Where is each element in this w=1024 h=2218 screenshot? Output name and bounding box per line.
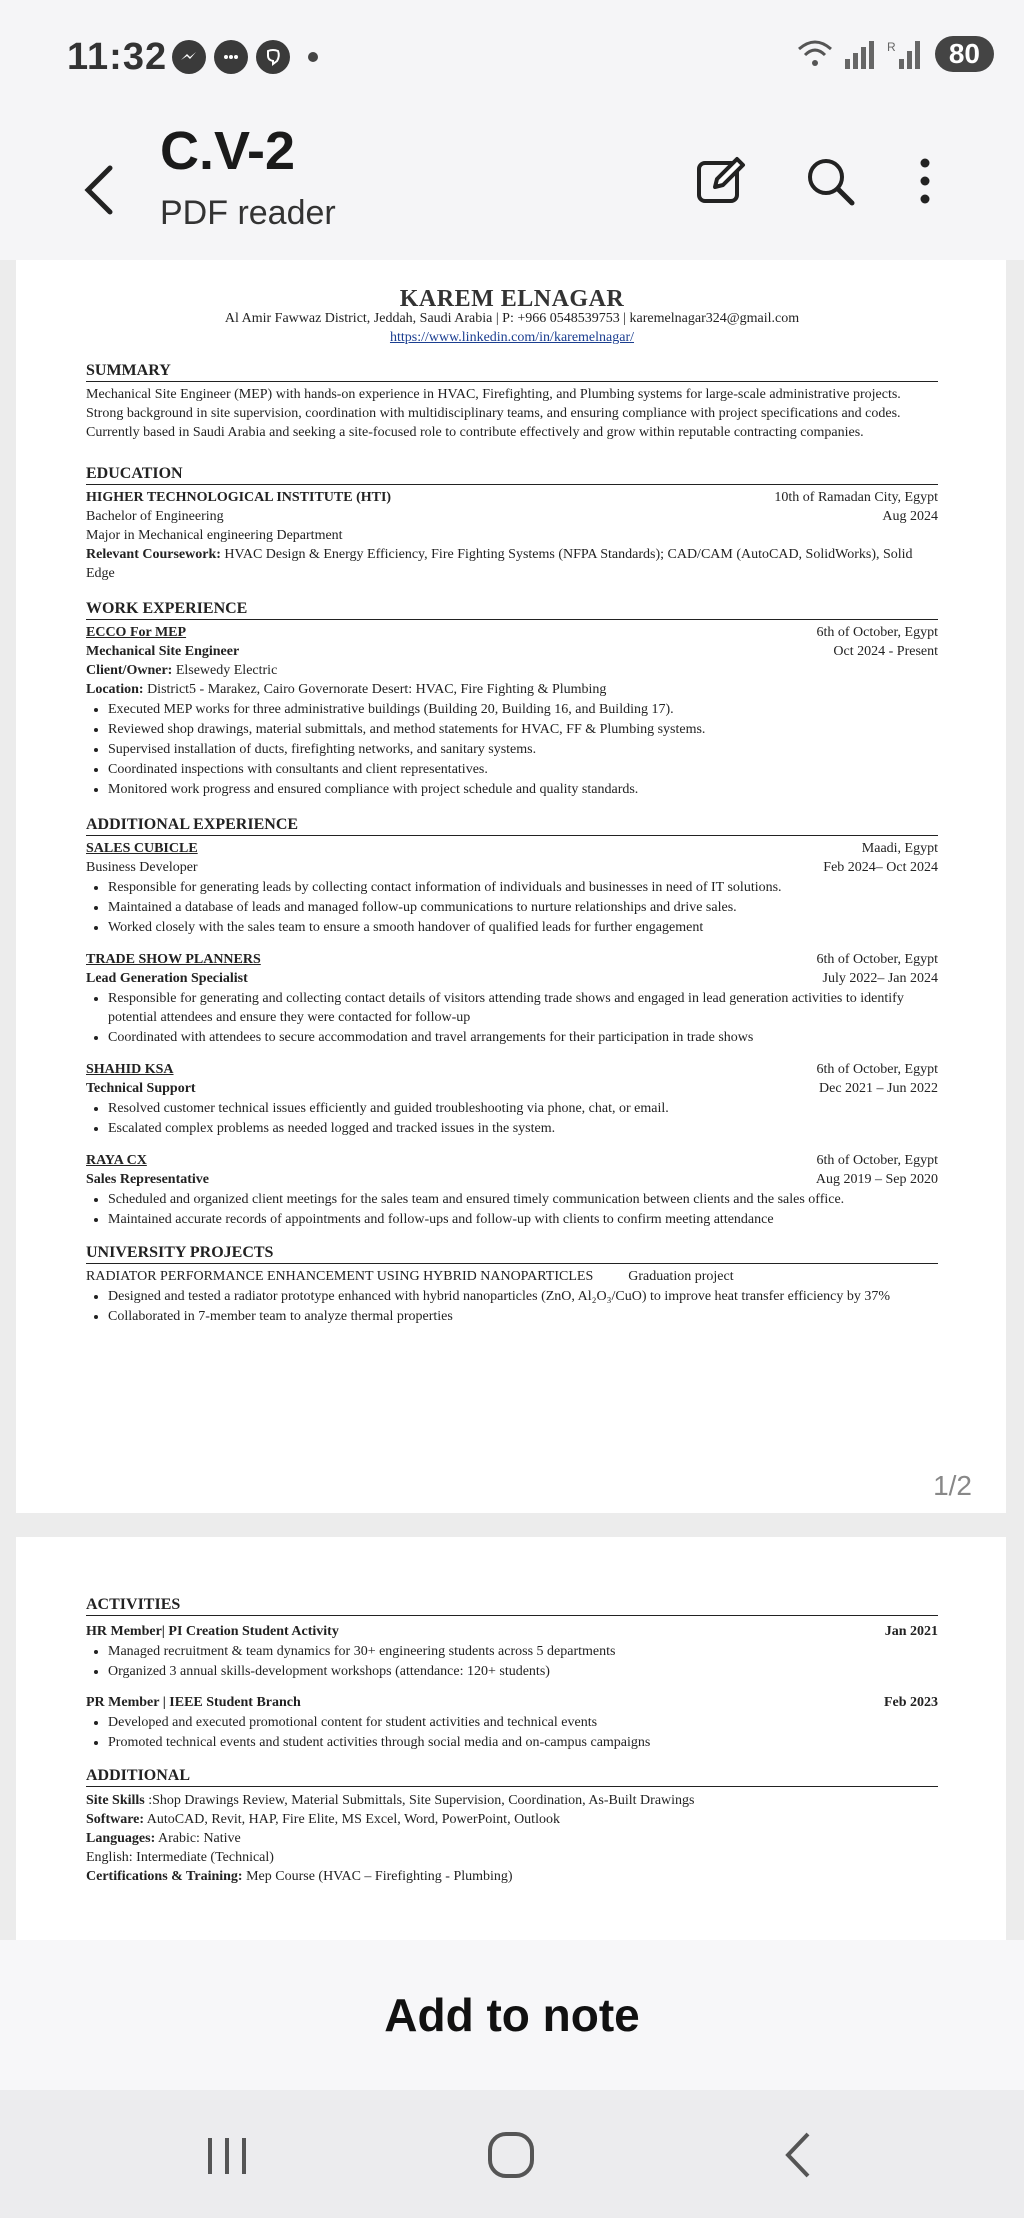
- work-company: ECCO For MEP: [86, 625, 187, 640]
- linkedin-link[interactable]: https://www.linkedin.com/in/karemelnagar/: [389, 330, 635, 345]
- project-title-row: [86, 1267, 938, 1286]
- job-company: TRADE SHOW PLANNERS: [86, 952, 261, 967]
- list-item: • Promoted technical events and student activities through social media and on-campus campaigns: [108, 1733, 938, 1752]
- software-skills: Software: AutoCAD, Revit, HAP, Fire Elite, MS Excel, Word, PowerPoint, Outlook: [86, 1812, 560, 1827]
- work-client: Client/Owner: Elsewedy Electric: [86, 663, 278, 678]
- system-navigation-bar: [0, 2090, 1024, 2218]
- pdf-page-1: [16, 260, 1006, 1513]
- work-location: 6th of October, Egypt: [816, 625, 938, 640]
- list-item: • Scheduled and organized client meetings for the sales team and ensured timely communication between clients and the sales office.: [108, 1190, 938, 1209]
- list-item: • Supervised installation of ducts, firefighting networks, and sanitary systems.: [108, 740, 938, 759]
- signal-roaming-icon: [887, 37, 927, 71]
- system-back-icon: [770, 2130, 830, 2180]
- back-arrow-icon: [70, 148, 130, 228]
- job-role: Technical Support: [86, 1081, 196, 1096]
- more-notifications-dot: [308, 52, 318, 62]
- list-item: • Reviewed shop drawings, material submittals, and method statements for HVAC, FF & Plumbing systems.: [108, 720, 938, 739]
- edu-location: 10th of Ramadan City, Egypt: [774, 490, 938, 505]
- edu-date: Aug 2024: [882, 509, 938, 524]
- system-icons: [795, 36, 994, 72]
- list-item: • Designed and tested a radiator prototype enhanced with hybrid nanoparticles (ZnO, Al₂O₃/CuO) to improve heat transfer efficiency by 37%: [108, 1287, 938, 1306]
- job-location: 6th of October, Egypt: [816, 1062, 938, 1077]
- list-item: • Worked closely with the sales team to ensure a smooth handover of qualified leads for further engagement: [108, 918, 938, 937]
- activities-heading: ACTIVITIES: [86, 1595, 938, 1616]
- job-dates: July 2022– Jan 2024: [822, 971, 938, 986]
- job-location: 6th of October, Egypt: [816, 1153, 938, 1168]
- add-to-note-button[interactable]: Add to note: [0, 1940, 1024, 2090]
- list-item: • Responsible for generating leads by collecting contact information of individuals and businesses in need of IT solutions.: [108, 878, 938, 897]
- resume-page-2: [86, 1581, 938, 1886]
- chat-icon: [214, 40, 248, 74]
- pdf-page-2: [16, 1537, 1006, 1940]
- list-item: • Managed recruitment & team dynamics for 30+ engineering students across 5 departments: [108, 1642, 938, 1661]
- project-tag: Graduation project: [628, 1269, 734, 1284]
- notification-icons: [172, 40, 318, 74]
- app-bar: [0, 120, 1024, 260]
- status-bar: [0, 0, 1024, 120]
- search-button[interactable]: [795, 146, 865, 216]
- edit-button[interactable]: [686, 146, 756, 216]
- job-dates: Aug 2019 – Sep 2020: [815, 1172, 938, 1187]
- job-location: Maadi, Egypt: [861, 841, 938, 856]
- edu-coursework: Relevant Coursework: HVAC Design & Energy Efficiency, Fire Fighting Systems (NFPA Standards); CAD/CAM (AutoCAD, SolidWorks), Solid Edge: [86, 547, 913, 581]
- summary-text: Mechanical Site Engineer (MEP) with hands-on experience in HVAC, Firefighting, and Plumbing systems for large-scale administrative projects. Strong background in site supervision, coordination with multidisciplinary teams, and ensuring compliance with project specifications and codes. Currently based in Saudi Arabia and seeking a site-focused role to contribute effectively and grow within reputable contracting companies.: [86, 387, 901, 440]
- resume-name: KAREM ELNAGAR: [399, 286, 625, 312]
- list-item: • Organized 3 annual skills-development workshops (attendance: 120+ students): [108, 1662, 938, 1681]
- list-item: • Maintained accurate records of appointments and follow-ups and follow-up with clients to confirm meeting attendance: [108, 1210, 938, 1229]
- work-dates: Oct 2024 - Present: [833, 644, 938, 659]
- edit-icon: [693, 153, 749, 209]
- list-item: • Resolved customer technical issues efficiently and guided troubleshooting via phone, chat, or email.: [108, 1099, 938, 1118]
- search-icon: [802, 153, 858, 209]
- work-bullets: [86, 700, 938, 799]
- activity-title: HR Member| PI Creation Student Activity: [86, 1624, 339, 1639]
- job-entry: [86, 1060, 938, 1138]
- job-dates: Feb 2024– Oct 2024: [823, 860, 938, 875]
- page-indicator: 1/2: [933, 1470, 972, 1501]
- job-location: 6th of October, Egypt: [816, 952, 938, 967]
- home-icon: [482, 2130, 542, 2180]
- recent-apps-button[interactable]: [198, 2130, 258, 2180]
- list-item: • Developed and executed promotional content for student activities and technical events: [108, 1713, 938, 1732]
- battery-indicator: 80: [935, 36, 994, 72]
- activity-date: Feb 2023: [883, 1695, 938, 1710]
- signal-icon: [843, 37, 879, 71]
- project-name: RADIATOR PERFORMANCE ENHANCEMENT USING HYBRID NANOPARTICLES: [86, 1269, 594, 1284]
- job-company: SALES CUBICLE: [86, 841, 198, 856]
- certifications: Certifications & Training: Mep Course (HVAC – Firefighting - Plumbing): [86, 1869, 513, 1884]
- education-heading: EDUCATION: [86, 464, 938, 485]
- english-level: English: Intermediate (Technical): [86, 1850, 274, 1865]
- job-role: Lead Generation Specialist: [86, 971, 248, 986]
- work-role: Mechanical Site Engineer: [86, 644, 240, 659]
- job-company: SHAHID KSA: [86, 1062, 174, 1077]
- site-skills: Site Skills :Shop Drawings Review, Material Submittals, Site Supervision, Coordination, As-Built Drawings: [86, 1793, 695, 1808]
- pdf-viewer[interactable]: [0, 260, 1024, 1940]
- job-role: Business Developer: [86, 860, 198, 875]
- job-entry: [86, 839, 938, 937]
- more-vert-icon: [910, 153, 940, 209]
- svg-text:R: R: [886, 40, 896, 54]
- list-item: • Coordinated inspections with consultants and client representatives.: [108, 760, 938, 779]
- list-item: • Collaborated in 7-member team to analyze thermal properties: [108, 1307, 938, 1326]
- job-entry: [86, 950, 938, 1047]
- activity-date: Jan 2021: [884, 1624, 938, 1639]
- messenger-icon: [172, 40, 206, 74]
- viber-icon: [256, 40, 290, 74]
- system-back-button[interactable]: [770, 2130, 830, 2180]
- job-role: Sales Representative: [86, 1172, 209, 1187]
- clock: 11:32: [67, 36, 168, 78]
- contact-line: Al Amir Fawwaz District, Jeddah, Saudi Arabia | P: +966 0548539753 | karemelnagar324@gmail.com: [224, 311, 800, 326]
- edu-degree: Bachelor of Engineering: [86, 509, 224, 524]
- edu-school: HIGHER TECHNOLOGICAL INSTITUTE (HTI): [86, 490, 392, 505]
- list-item: • Executed MEP works for three administrative buildings (Building 20, Building 16, and Building 17).: [108, 700, 938, 719]
- more-options-button[interactable]: [890, 146, 960, 216]
- university-projects-heading: UNIVERSITY PROJECTS: [86, 1243, 938, 1264]
- list-item: • Escalated complex problems as needed logged and tracked issues in the system.: [108, 1119, 938, 1138]
- work-heading: WORK EXPERIENCE: [86, 599, 938, 620]
- recent-apps-icon: [198, 2130, 258, 2180]
- back-button[interactable]: [70, 148, 130, 228]
- app-subtitle: PDF reader: [160, 194, 336, 232]
- list-item: • Monitored work progress and ensured compliance with project schedule and quality standards.: [108, 780, 938, 799]
- activity-title: PR Member | IEEE Student Branch: [86, 1695, 301, 1710]
- additional-experience-heading: ADDITIONAL EXPERIENCE: [86, 815, 938, 836]
- job-entry: [86, 1151, 938, 1229]
- work-location-detail: Location: District5 - Marakez, Cairo Governorate Desert: HVAC, Fire Fighting & Plumbing: [86, 682, 607, 697]
- wifi-icon: [795, 37, 835, 71]
- document-title: C.V-2: [160, 121, 296, 181]
- job-company: RAYA CX: [86, 1153, 147, 1168]
- job-dates: Dec 2021 – Jun 2022: [819, 1081, 938, 1096]
- list-item: • Responsible for generating and collecting contact details of visitors attending trade shows and engaged in lead generation activities to identify potential attendees and ensure they were contacted for follow-up: [108, 989, 938, 1027]
- list-item: • Maintained a database of leads and managed follow-up communications to nurture relationships and drive sales.: [108, 898, 938, 917]
- list-item: • Coordinated with attendees to secure accommodation and travel arrangements for their participation in trade shows: [108, 1028, 938, 1047]
- additional-heading: ADDITIONAL: [86, 1766, 938, 1787]
- home-button[interactable]: [482, 2130, 542, 2180]
- edu-major: Major in Mechanical engineering Department: [86, 528, 343, 543]
- resume-page-1: [86, 260, 938, 1327]
- summary-heading: SUMMARY: [86, 361, 938, 382]
- languages: Languages: Arabic: Native: [86, 1831, 241, 1846]
